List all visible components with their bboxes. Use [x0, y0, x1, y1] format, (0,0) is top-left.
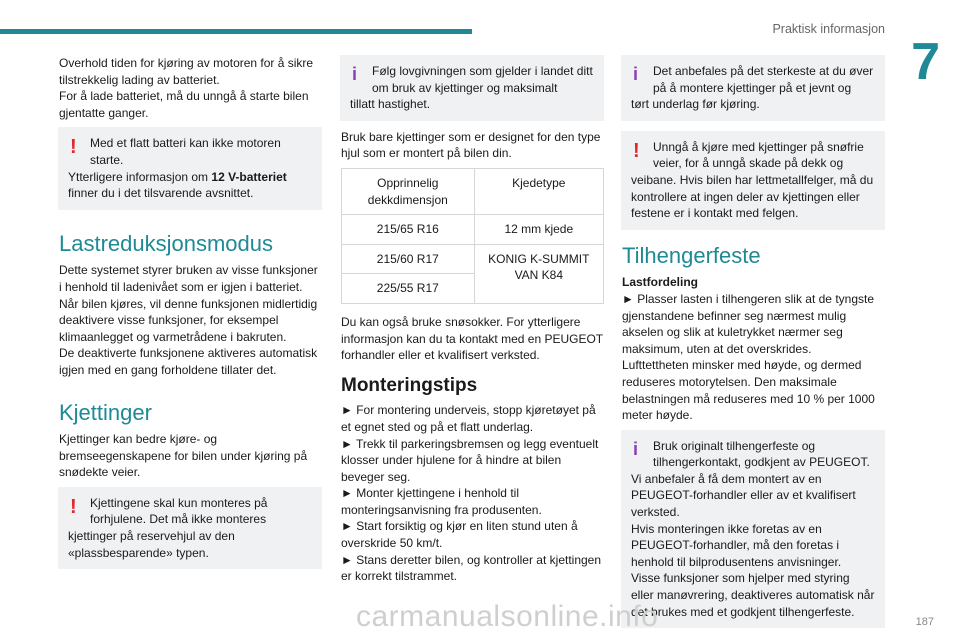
info-legislation-line-1: Følg lovgivningen som gjelder i landet ditt om bruk av kjettinger og maksimalt	[372, 64, 593, 95]
watermark: carmanualsonline.info	[356, 600, 659, 633]
warning-icon: !	[70, 495, 77, 518]
towbar-text-1: ► Plasser lasten i tilhengeren slik at de tyngste gjenstandene befinner seg nærmest mulig akselen og slik at kuletrykket nærmer seg maksimum, uten at det overskrides.	[622, 291, 875, 356]
info-icon: i	[352, 64, 358, 84]
tip-5: ► Stans deretter bilen, og kontroller at kjettingen er korrekt tilstrammet.	[341, 552, 602, 584]
heading-chains: Kjettinger	[59, 399, 152, 425]
towbar-text-2: Lufttettheten minsker med høyde, og dermed reduseres motorytelsen. Den maksimale belastningen må reduseres med 10 % per 1000 meter høyde.	[622, 358, 875, 423]
table-cell: 225/55 R17	[342, 274, 475, 304]
table-header: Kjedetype	[474, 168, 603, 214]
info-icon: i	[633, 438, 639, 459]
warning-snowfree-line-1: Unngå å kjøre med kjettinger på snøfrie veier, for å unngå skade på dekk og	[653, 139, 864, 171]
subheading-load-distribution: Lastfordeling	[622, 275, 699, 290]
tip-2: ► Trekk til parkeringsbremsen og legg eventuelt klosser under hjulene for å hindre at bilen beveger seg.	[341, 436, 599, 484]
table-cell: 215/60 R17	[342, 244, 475, 274]
warning-box-battery	[58, 127, 322, 209]
heading-load-reduction: Lastreduksjonsmodus	[59, 230, 274, 256]
warning-box-snowfree	[621, 131, 885, 230]
table-row	[342, 215, 604, 245]
warning-icon: !	[633, 139, 640, 162]
tip-1: ► For montering underveis, stopp kjøretøyet på et egnet sted og på et flatt underlag.	[341, 403, 596, 434]
after-table-text: Du kan også bruke snøsokker. For ytterligere informasjon kan du ta kontakt med en PEUGEOT forhandler eller et kvalifisert verksted.	[341, 314, 603, 363]
table-cell: 215/65 R16	[342, 215, 475, 245]
page-number: 187	[915, 616, 934, 628]
warning-chains-line-2: kjettinger på reservehjul av den «plassbesparende» typen.	[68, 529, 235, 560]
intro-line-2: For å lade batteriet, må du unngå å starte bilen gjentatte ganger.	[59, 89, 309, 120]
tip-3: ► Monter kjettingene i henhold til monteringsanvisning fra produsenten.	[341, 486, 542, 517]
info-legislation-line-2: tillatt hastighet.	[350, 97, 431, 112]
warning-snowfree-line-2: veibane. Hvis bilen har lettmetallfelger, må du kontrollere at ingen deler av kjettingen eller festene er i kontakt med felgen.	[631, 172, 874, 221]
info-box-legislation	[340, 55, 604, 121]
column-3	[622, 55, 885, 636]
column-1	[59, 55, 322, 577]
info-box-towbar	[621, 430, 885, 629]
info-practice-line-1: Det anbefales på det sterkeste at du øver på å montere kjettinger på et jevnt og	[653, 64, 874, 95]
table-header-row	[342, 168, 604, 214]
use-text: Bruk bare kjettinger som er designet for den type hjul som er montert på bilen din.	[341, 129, 601, 161]
load-text-2: Når bilen kjøres, vil denne funksjonen midlertidig deaktivere visse funksjoner, for eksempel klimaanlegget og varmetrådene i bakruten.	[59, 296, 318, 344]
table-row	[342, 244, 604, 274]
info-icon: i	[633, 64, 639, 84]
running-head: Praktisk informasjon	[772, 22, 885, 36]
tip-4: ► Start forsiktig og kjør en liten stund uten å overskride 50 km/t.	[341, 519, 578, 551]
header-accent-bar	[0, 29, 472, 34]
warning-battery-line-2: Ytterligere informasjon om 12 V-batteriet finner du i det tilsvarende avsnittet.	[68, 169, 287, 201]
load-text-1: Dette systemet styrer bruken av visse funksjoner i henhold til ladenivået som er igjen i batteriet.	[59, 263, 318, 294]
warning-chains-line-1: Kjettingene skal kun monteres på forhjulene. Det må ikke monteres	[90, 495, 268, 527]
table-cell: 12 mm kjede	[474, 215, 603, 245]
chains-text: Kjettinger kan bedre kjøre- og bremseegenskapene for bilen under kjøring på snødekte veier.	[59, 432, 308, 480]
info-towbar-rest-3: Visse funksjoner som hjelper med styring eller manøvrering, deaktiveres automatisk når det brukes med et godkjent tilhengerfeste.	[631, 571, 875, 619]
column-2	[341, 55, 604, 585]
table-cell: KONIG K-SUMMIT VAN K84	[474, 244, 603, 303]
warning-battery-line-1: Med et flatt batteri kan ikke motoren starte.	[90, 136, 281, 167]
intro-line-1: Overhold tiden for kjøring av motoren for å sikre tilstrekkelig lading av batteriet.	[59, 56, 314, 87]
heading-towbar: Tilhengerfeste	[622, 242, 761, 268]
chapter-number: 7	[911, 33, 940, 91]
chain-table	[341, 168, 604, 304]
info-box-practice	[621, 55, 885, 121]
load-text-3: De deaktiverte funksjonene aktiveres automatisk igjen med en gang forholdene tillater det.	[59, 346, 318, 377]
heading-mounting-tips: Monteringstips	[341, 374, 478, 396]
info-towbar-rest-2: Hvis monteringen ikke foretas av en PEUGEOT-forhandler, må den foretas i henhold til bilprodusentens anvisninger.	[631, 521, 842, 569]
warning-icon: !	[70, 136, 77, 159]
table-header: Opprinnelig dekkdimensjon	[342, 168, 475, 214]
info-practice-line-2: tørt underlag før kjøring.	[631, 97, 760, 112]
info-towbar-line-1: Bruk originalt tilhengerfeste og tilhengerkontakt, godkjent av PEUGEOT.	[653, 438, 870, 470]
info-towbar-rest-1: Vi anbefaler å få dem montert av en PEUGEOT-forhandler eller av et kvalifisert verksted.	[631, 471, 856, 520]
warning-box-chains	[58, 487, 322, 569]
